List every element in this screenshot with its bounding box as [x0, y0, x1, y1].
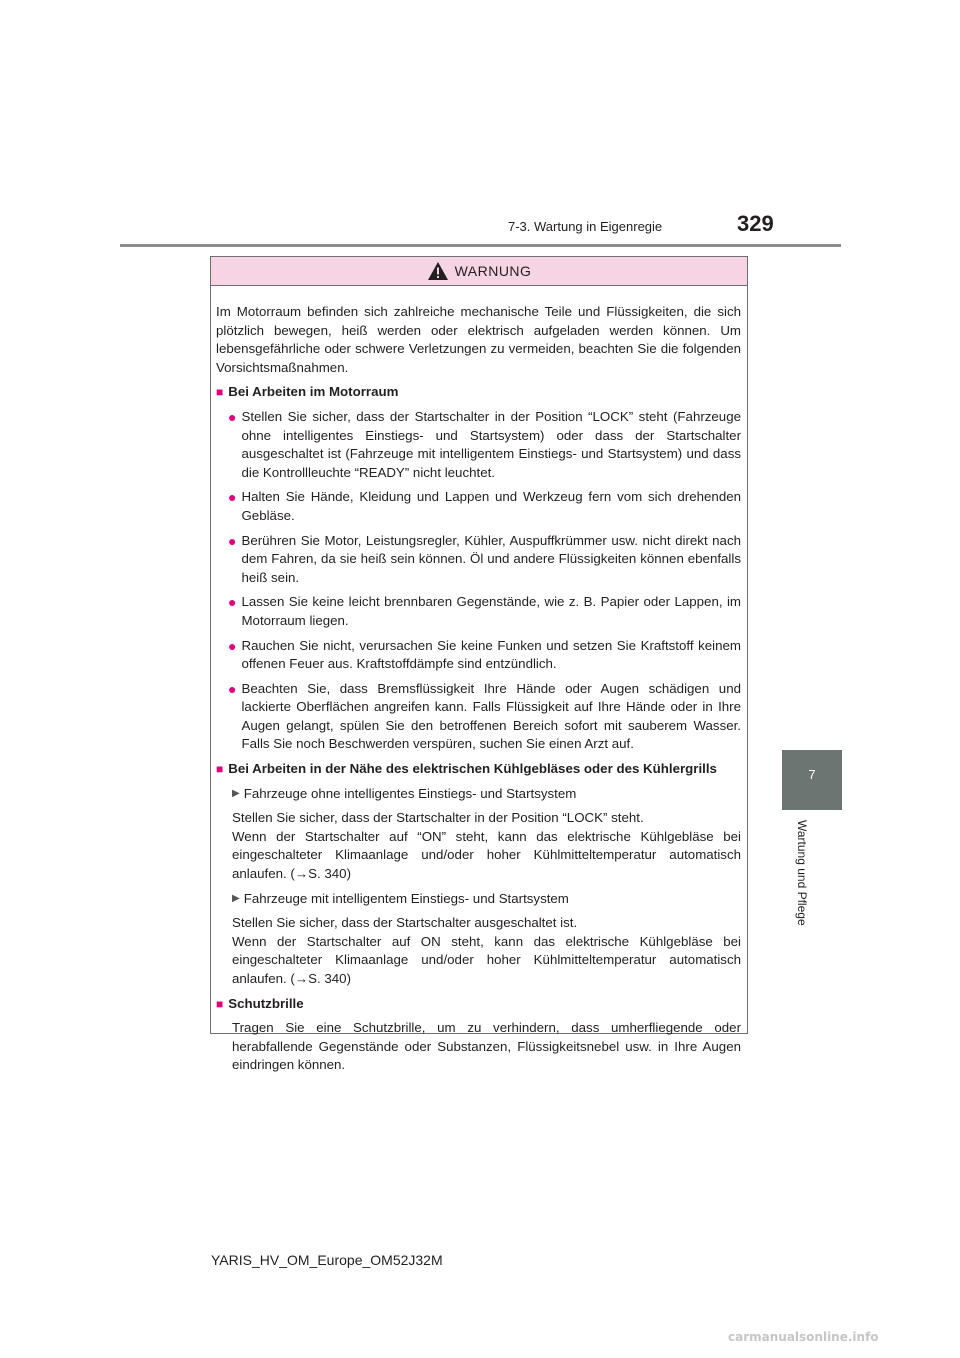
warning-intro: Im Motorraum befinden sich zahlreiche mechanische Teile und Flüssigkeiten, die sich plötzlich bewegen, heiß werden oder elektrisch aufgeladen werden können. Um lebensgefährliche oder schwere Verletzungen zu vermeiden, beachten Sie die folgenden Vorsichtsmaßnahmen.: [216, 304, 741, 375]
list-item: ● Rauchen Sie nicht, verursachen Sie keine Funken und setzen Sie Kraftstoff keinem offenen Feuer aus. Kraftstoffdämpfe sind entzündlich.: [216, 637, 741, 674]
warning-triangle-icon: [427, 261, 449, 281]
list-item: ● Stellen Sie sicher, dass der Startschalter in der Position “LOCK” steht (Fahrzeuge ohne intelligentes Einstiegs- und Startsystem) oder dass der Startschalter ausgeschaltet ist (Fahrzeuge mit intelligentem Einstiegs- und Startsystem) und dass die Kontrollleuchte “READY” nicht leuchtet.: [216, 408, 741, 482]
watermark: carmanualsonline.info: [728, 1330, 879, 1344]
footer-doc-id: YARIS_HV_OM_Europe_OM52J32M: [211, 1252, 443, 1268]
section-title: 7-3. Wartung in Eigenregie: [508, 219, 663, 234]
arrow-bullet-icon: ▶: [232, 892, 240, 904]
list-item: ● Lassen Sie keine leicht brennbaren Gegenstände, wie z. B. Papier oder Lappen, im Motorraum liegen.: [216, 593, 741, 630]
list-item: ● Berühren Sie Motor, Leistungsregler, Kühler, Auspuffkrümmer usw. nicht direkt nach dem Fahren, da sie heiß sein können. Öl und andere Flüssigkeiten können ebenfalls heiß sein.: [216, 532, 741, 588]
chapter-tab[interactable]: [782, 750, 842, 810]
dot-bullet-icon: ●: [228, 680, 237, 697]
list-item: ● Halten Sie Hände, Kleidung und Lappen und Werkzeug fern vom sich drehenden Gebläse.: [216, 488, 741, 525]
sub-heading: ▶ Fahrzeuge ohne intelligentes Einstiegs- und Startsystem: [216, 785, 741, 804]
square-bullet-icon: ■: [216, 762, 224, 777]
header-rule: [120, 244, 841, 247]
sub-heading: ▶ Fahrzeuge mit intelligentem Einstiegs- und Startsystem: [216, 890, 741, 909]
arrow-bullet-icon: ▶: [232, 787, 240, 799]
paragraph: Stellen Sie sicher, dass der Startschalter in der Position “LOCK” steht. Wenn der Startschalter auf “ON” steht, kann das elektrische Kühlgebläse bei eingeschalteter Klimaanlage und/oder hoher Kühlmitteltemperatur automatisch anlaufen. (→S. 340): [232, 810, 741, 882]
dot-bullet-icon: ●: [228, 489, 237, 506]
warning-header: [211, 257, 747, 286]
dot-bullet-icon: ●: [228, 594, 237, 611]
warning-title: WARNUNG: [454, 263, 532, 279]
section-heading: ■ Schutzbrille: [216, 995, 741, 1014]
list-item: ● Beachten Sie, dass Bremsflüssigkeit Ihre Hände oder Augen schädigen und lackierte Oberflächen angreifen kann. Falls Flüssigkeit auf Ihre Hände oder in Ihre Augen gelangt, spülen Sie den betroffenen Bereich sofort mit sauberem Wasser. Falls Sie noch Beschwerden verspüren, suchen Sie einen Arzt auf.: [216, 680, 741, 754]
chapter-number: 7: [808, 767, 816, 782]
page-number: 329: [737, 211, 774, 236]
square-bullet-icon: ■: [216, 385, 224, 400]
dot-bullet-icon: ●: [228, 532, 237, 549]
warning-body: [211, 286, 747, 1085]
dot-bullet-icon: ●: [228, 637, 237, 654]
dot-bullet-icon: ●: [228, 408, 237, 425]
section-heading: ■ Bei Arbeiten im Motorraum: [216, 383, 741, 402]
section-heading: ■ Bei Arbeiten in der Nähe des elektrischen Kühlgebläses oder des Kühlergrills: [216, 760, 741, 779]
square-bullet-icon: ■: [216, 996, 224, 1011]
paragraph: Tragen Sie eine Schutzbrille, um zu verhindern, dass umherfliegende oder herabfallende Gegenstände oder Substanzen, Flüssigkeitsnebel usw. in Ihre Augen eindringen können.: [232, 1020, 741, 1073]
chapter-label: Wartung und Pflege: [795, 820, 809, 926]
paragraph: Stellen Sie sicher, dass der Startschalter ausgeschaltet ist. Wenn der Startschalter auf ON steht, kann das elektrische Kühlgebläse bei eingeschalteter Klimaanlage und/oder hoher Kühlmitteltemperatur automatisch anlaufen. (→S. 340): [232, 915, 741, 986]
warning-box: [210, 256, 748, 1073]
